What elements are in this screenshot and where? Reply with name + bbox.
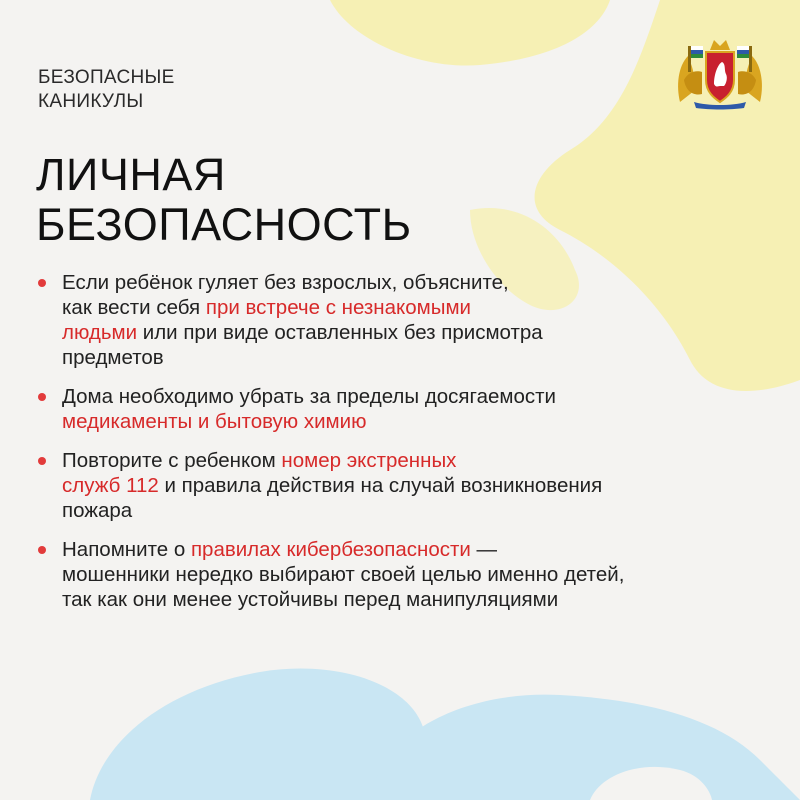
page-title — [36, 150, 412, 250]
title-line: БЕЗОПАСНОСТЬ — [36, 199, 412, 250]
item-highlight: номер экстренных — [281, 449, 457, 472]
item-text: предметов — [62, 346, 164, 369]
bullet-dot — [38, 279, 46, 287]
item-text: и правила действия на случай возникновения — [158, 474, 603, 497]
bullet-dot — [38, 546, 46, 554]
item-text: мошенники нередко выбирают своей целью именно детей, — [62, 563, 625, 586]
item-highlight: при встрече с незнакомыми — [205, 296, 472, 319]
item-text: или при виде оставленных без присмотра — [137, 321, 543, 344]
kicker — [38, 66, 175, 114]
list-item — [38, 384, 758, 434]
item-text: Дома необходимо убрать за пределы досягаемости — [62, 385, 556, 408]
item-text: пожара — [62, 499, 133, 522]
item-highlight: правилах кибербезопасности — [190, 538, 471, 561]
item-text: Если ребёнок гуляет без взрослых, объясните, — [62, 271, 509, 294]
item-text: так как они менее устойчивы перед манипуляциями — [62, 588, 559, 611]
list-item — [38, 537, 758, 612]
item-text: Повторите с ребенком — [62, 449, 282, 472]
item-text: как вести себя — [62, 296, 206, 319]
list-item — [38, 270, 758, 370]
kicker-line: БЕЗОПАСНЫЕ — [38, 67, 175, 88]
item-highlight: людьми — [62, 321, 138, 344]
item-highlight: медикаменты и бытовую химию — [62, 410, 367, 433]
item-highlight: служб 112 — [62, 474, 159, 497]
item-text: Напомните о — [62, 538, 191, 561]
title-line: ЛИЧНАЯ — [36, 149, 226, 200]
list-item — [38, 448, 758, 523]
coat-of-arms-icon — [674, 36, 766, 110]
kicker-line: КАНИКУЛЫ — [38, 91, 144, 112]
bullet-dot — [38, 393, 46, 401]
safety-tips-list — [38, 270, 758, 612]
bullet-dot — [38, 457, 46, 465]
item-text: — — [470, 538, 498, 561]
